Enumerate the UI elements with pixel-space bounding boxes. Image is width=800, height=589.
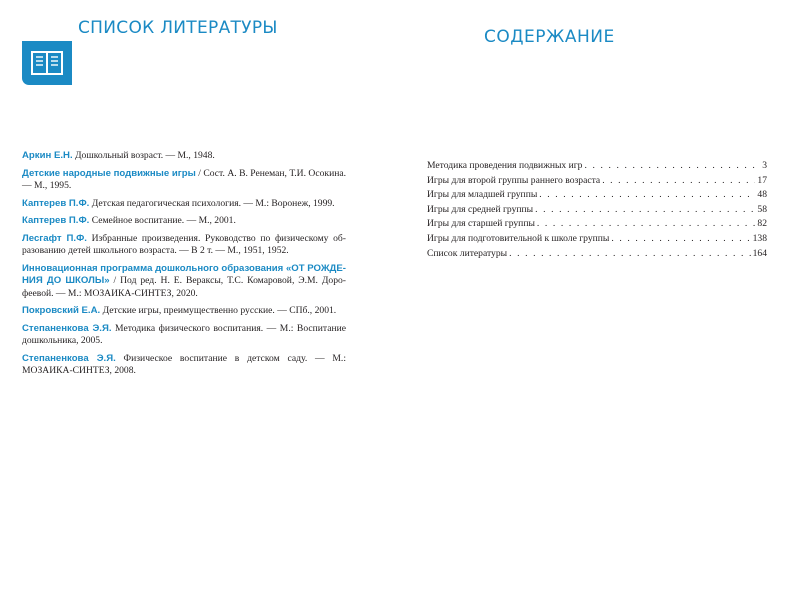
toc-leader <box>539 189 755 200</box>
toc-leader <box>509 248 751 259</box>
toc-item-label: Игры для подготовительной к школе группы <box>427 232 610 244</box>
entry-text: Методика физического воспитания. — М.: Воспитание дошкольника, 2005. <box>22 322 346 347</box>
toc-leader <box>537 218 756 229</box>
contents-list <box>427 160 767 262</box>
toc-leader <box>602 175 755 186</box>
entry-text: Дошкольный возраст. — М., 1948. <box>72 150 215 161</box>
toc-item[interactable] <box>427 233 767 248</box>
entry-text: / Под ред. Н. Е. Вераксы, Т.С. Комаровой, Э.М. Дорофеевой. — М.: МОЗАИКА-СИНТЕЗ, 2020. <box>22 275 346 299</box>
contents-title: СОДЕРЖАНИЕ <box>484 27 615 47</box>
bibliography-entry <box>22 353 346 378</box>
bibliography-list <box>22 150 346 383</box>
bibliography-entry <box>22 168 346 193</box>
toc-item-label: Игры для средней группы <box>427 203 534 215</box>
entry-text: Семейное воспитание. — М., 2001. <box>89 215 236 227</box>
toc-leader <box>584 160 760 171</box>
entry-author: Степаненкова Э.Я. <box>22 322 112 334</box>
entry-author: Детские народные подвижные игры <box>22 167 196 179</box>
toc-item-page: 58 <box>757 203 767 215</box>
bibliography-entry <box>22 263 346 300</box>
toc-item-page: 164 <box>752 247 767 259</box>
toc-item-label: Список литературы <box>427 247 508 259</box>
toc-item[interactable] <box>427 204 767 219</box>
entry-author: Степаненкова Э.Я. <box>22 352 116 364</box>
toc-item-page: 3 <box>762 160 767 171</box>
entry-author: Инновационная программа дошкольного образования «ОТ РОЖДЕНИЯ ДО ШКОЛЫ» <box>22 262 346 287</box>
entry-text: Физическое воспитание в детском саду. — М.: МОЗАИКА-СИНТЕЗ, 2008. <box>22 352 346 377</box>
entry-author: Лесгафт П.Ф. <box>22 232 87 244</box>
toc-item-label: Игры для старшей группы <box>427 218 535 230</box>
bibliography-entry <box>22 305 346 317</box>
entry-text: Детские игры, преимущественно русские. — СПб., 2001. <box>100 305 337 317</box>
toc-item-page: 48 <box>757 189 767 201</box>
toc-item[interactable] <box>427 218 767 233</box>
entry-text: Избранные произведения. Руководство по физическому образованию детей школьного возраста. — В 2 т. — М., 1951, 1952. <box>22 232 346 257</box>
bibliography-entry <box>22 198 346 210</box>
toc-leader <box>611 233 750 244</box>
toc-item-label: Игры для младшей группы <box>427 189 538 201</box>
toc-item-label: Игры для второй группы раннего возраста <box>427 174 601 186</box>
toc-item[interactable] <box>427 189 767 204</box>
entry-author: Покровский Е.А. <box>22 305 101 317</box>
entry-author: Каптерев П.Ф. <box>22 215 90 227</box>
toc-item-page: 138 <box>752 232 767 244</box>
entry-author: Каптерев П.Ф. <box>22 197 90 209</box>
bibliography-entry <box>22 323 346 348</box>
toc-item-page: 82 <box>757 218 767 230</box>
entry-text: / Сост. А. В. Ренеман, Т.И. Осокина. — М., 1995. <box>22 167 346 191</box>
open-book-icon <box>31 50 63 76</box>
bibliography-title: СПИСОК ЛИТЕРАТУРЫ <box>78 18 278 38</box>
book-badge <box>22 41 72 85</box>
toc-item[interactable] <box>427 248 767 263</box>
entry-author: Аркин Е.Н. <box>22 150 73 161</box>
toc-item-label: Методика проведения подвижных игр <box>427 160 583 171</box>
toc-leader <box>535 204 755 215</box>
toc-item[interactable] <box>427 175 767 190</box>
entry-text: Детская педагогическая психология. — М.: Воронеж, 1999. <box>89 197 335 209</box>
bibliography-entry <box>22 150 346 162</box>
toc-item[interactable] <box>427 160 767 175</box>
bibliography-entry <box>22 233 346 258</box>
bibliography-entry <box>22 215 346 227</box>
contents-page <box>400 0 800 589</box>
toc-item-page: 17 <box>757 174 767 186</box>
